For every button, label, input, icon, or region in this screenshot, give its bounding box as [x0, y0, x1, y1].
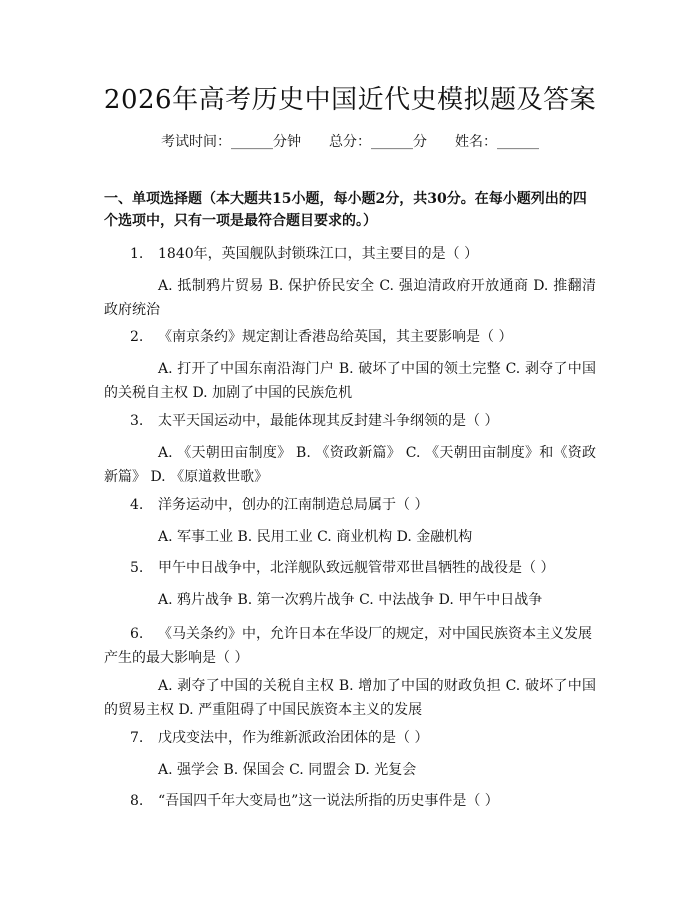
question-number: 1.	[130, 246, 144, 262]
question-options: A. 军事工业 B. 民用工业 C. 商业机构 D. 金融机构	[158, 529, 473, 545]
question-number: 7.	[130, 730, 144, 746]
question-text: 甲午中日战争中，北洋舰队致远舰管带邓世昌牺牲的战役是（ ）	[158, 560, 555, 576]
question-stem	[104, 494, 596, 516]
question-text: 太平天国运动中，最能体现其反封建斗争纲领的是（ ）	[158, 413, 499, 429]
exam-meta	[0, 130, 700, 154]
question-options: A. 抵制鸦片贸易 B. 保护侨民安全 C. 强迫清政府开放通商 D. 推翻清政府统治	[104, 278, 596, 318]
question-options: A. 打开了中国东南沿海门户 B. 破坏了中国的领土完整 C. 剥夺了中国的关税自主权 D. 加剧了中国的民族危机	[104, 361, 596, 401]
question-stem	[104, 243, 596, 265]
question-stem	[104, 622, 596, 670]
question-stem	[104, 557, 596, 579]
question-number: 6.	[130, 626, 144, 642]
question-text: 《南京条约》规定割让香港岛给英国，其主要影响是（ ）	[158, 329, 513, 345]
question-number: 5.	[130, 560, 144, 576]
page-title: 2026年高考历史中国近代史模拟题及答案	[103, 85, 597, 115]
question-text: “吾国四千年大变局也”这一说法所指的历史事件是（ ）	[158, 793, 499, 809]
total-score-label: 总分：______分	[329, 134, 427, 150]
question-number: 3.	[130, 413, 144, 429]
question-number: 2.	[130, 329, 144, 345]
question-options: A. 鸦片战争 B. 第一次鸦片战争 C. 中法战争 D. 甲午中日战争	[158, 592, 543, 608]
student-name-label: 姓名：______	[455, 134, 539, 150]
question-text: 《马关条约》中，允许日本在华设厂的规定，对中国民族资本主义发展产生的最大影响是（ ）	[104, 626, 592, 666]
question-text: 戊戌变法中，作为维新派政治团体的是（ ）	[158, 730, 429, 746]
question-options: A. 强学会 B. 保国会 C. 同盟会 D. 光复会	[158, 762, 417, 778]
exam-time-label: 考试时间：______分钟	[161, 134, 301, 150]
question-options: A. 《天朝田亩制度》 B. 《资政新篇》 C. 《天朝田亩制度》和《资政新篇》 D. 《原道救世歌》	[104, 445, 596, 485]
section-heading: 一、单项选择题（本大题共15小题，每小题2分，共30分。在每小题列出的四个选项中，只有一项是最符合题目要求的。）	[104, 191, 587, 229]
question-text: 1840年，英国舰队封锁珠江口，其主要目的是（ ）	[158, 246, 479, 262]
question-options: A. 剥夺了中国的关税自主权 B. 增加了中国的财政负担 C. 破坏了中国的贸易主权 D. 严重阻碍了中国民族资本主义的发展	[104, 678, 596, 718]
question-stem	[104, 790, 596, 812]
question-number: 4.	[130, 497, 144, 513]
question-stem	[104, 326, 596, 348]
question-number: 8.	[130, 793, 144, 809]
question-text: 洋务运动中，创办的江南制造总局属于（ ）	[158, 497, 429, 513]
question-stem	[104, 410, 596, 432]
question-stem	[104, 727, 596, 749]
